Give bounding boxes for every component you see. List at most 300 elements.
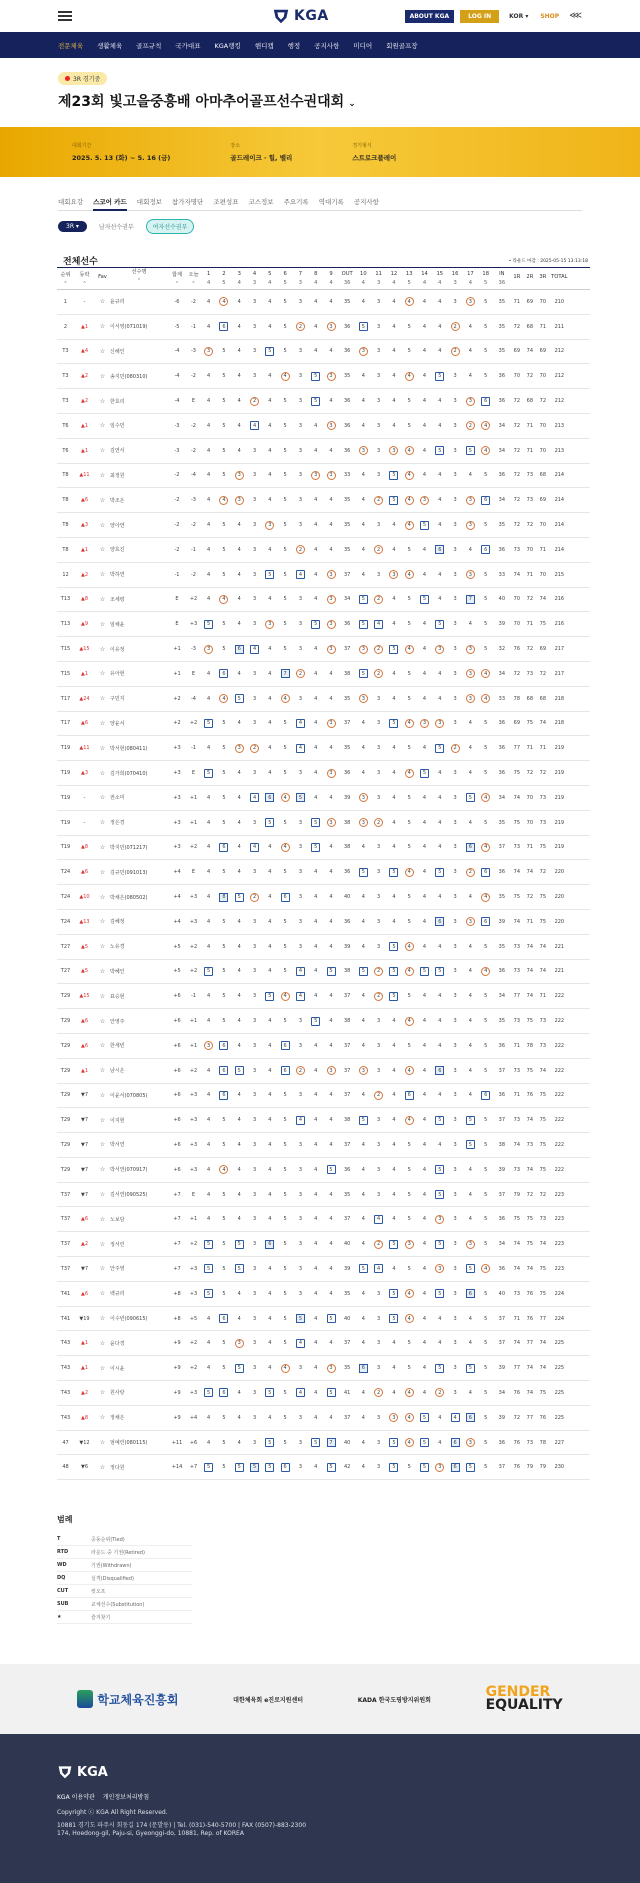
tab-women-division[interactable]: 여자선수권부 xyxy=(146,219,195,234)
total-strokes: 225 xyxy=(554,1365,565,1372)
player-name[interactable]: 박채은(080502) xyxy=(110,894,148,901)
player-name[interactable]: 윤다경 xyxy=(110,1340,125,1347)
score-mark: 4 xyxy=(405,967,414,976)
player-name[interactable]: 이윤서(070805) xyxy=(110,1092,148,1099)
sponsor-school-sports[interactable] xyxy=(77,1690,178,1708)
player-name[interactable]: 원사랑 xyxy=(110,1390,125,1397)
round2-score: 72 xyxy=(526,770,534,777)
score-mark: 3 xyxy=(377,943,381,950)
total-to-par: +3 xyxy=(173,819,181,826)
tab-item[interactable]: 대회정보 xyxy=(136,198,162,206)
move-cell: ▲10 xyxy=(79,894,90,901)
today-to-par: +1 xyxy=(189,819,198,826)
player-name[interactable]: 엄예린(080115) xyxy=(110,1440,148,1447)
player-name[interactable]: 김규민(091013) xyxy=(110,869,148,876)
player-name[interactable]: 박서연(070917) xyxy=(110,1167,148,1174)
subtotal-cell xyxy=(493,1091,510,1100)
player-name[interactable]: 정채은 xyxy=(110,1415,125,1422)
favorite-star-icon[interactable]: ☆ xyxy=(99,1364,106,1372)
hole-score-cell xyxy=(356,645,371,654)
player-name[interactable]: 남시온 xyxy=(110,1068,125,1075)
kga-logo[interactable] xyxy=(272,7,329,25)
header-r3 xyxy=(536,268,549,289)
favorite-star-icon[interactable]: ☆ xyxy=(99,298,106,306)
score-mark: 4 xyxy=(392,1141,396,1148)
favorite-star-icon[interactable]: ☆ xyxy=(99,1067,106,1075)
hole-score-cell xyxy=(356,793,371,802)
score-mark: 3 xyxy=(327,645,336,654)
score-mark: 5 xyxy=(389,992,398,1001)
score-mark: 4 xyxy=(392,546,396,553)
round1-score: 73 xyxy=(513,968,521,975)
score-mark: 4 xyxy=(329,695,333,702)
hole-score-cell xyxy=(216,397,231,406)
hole-score-cell xyxy=(371,818,386,827)
hole-score-cell xyxy=(402,496,417,505)
hole-score-cell xyxy=(201,347,216,356)
hole-score-cell xyxy=(356,1364,371,1373)
hole-score-cell xyxy=(323,620,338,629)
hole-score-cell xyxy=(293,917,308,926)
menu-icon[interactable] xyxy=(58,11,72,21)
share-icon[interactable]: ⋘ xyxy=(569,11,582,21)
hole-score-cell xyxy=(232,744,247,753)
favorite-star-icon[interactable]: ☆ xyxy=(99,695,106,703)
favorite-star-icon[interactable]: ☆ xyxy=(99,744,106,752)
score-mark: 6 xyxy=(359,1364,368,1373)
tab-item[interactable]: 역대기록 xyxy=(318,198,344,206)
player-name[interactable]: 박지민(071217) xyxy=(110,844,148,851)
player-name[interactable]: 이시윤 xyxy=(110,1365,125,1372)
header-label: Fav xyxy=(98,274,107,280)
hole-score-cell xyxy=(277,1438,292,1447)
legend-key: CUT xyxy=(57,1588,69,1594)
player-name[interactable]: 권소미 xyxy=(110,795,125,802)
nav-item[interactable]: 회원골프장 xyxy=(386,41,418,50)
score-mark: 4 xyxy=(422,1290,427,1297)
player-name[interactable]: 이지현 xyxy=(110,1117,125,1124)
favorite-star-icon[interactable]: ☆ xyxy=(99,521,106,529)
address-kr: 10881 경기도 파주시 회동길 174 (문발동) | Tel. (031)-540-5700 | FAX (0507)-883-2300 xyxy=(57,1822,307,1829)
player-name[interactable]: 임채윤 xyxy=(110,621,125,628)
player-name[interactable]: 노보담 xyxy=(110,1216,125,1223)
hole-score-cell xyxy=(417,769,432,778)
hole-score-cell xyxy=(371,1116,386,1125)
hole-score-cell xyxy=(232,521,247,530)
favorite-star-icon[interactable]: ☆ xyxy=(99,1042,106,1050)
score-mark: 4 xyxy=(207,472,211,479)
score-mark: 3 xyxy=(252,1191,257,1198)
hole-score-cell xyxy=(232,1240,247,1249)
tab-item[interactable]: 공지사항 xyxy=(353,198,379,206)
rank-cell: T24 xyxy=(60,869,71,876)
score-mark: 4 xyxy=(268,1340,272,1347)
hole-score-cell xyxy=(308,917,323,926)
favorite-star-icon[interactable]: ☆ xyxy=(99,893,106,901)
header-name[interactable] xyxy=(110,268,168,289)
subtotal-cell xyxy=(339,1413,356,1422)
hole-score-cell xyxy=(247,1240,262,1249)
hole-score-cell xyxy=(262,521,277,530)
player-name[interactable]: 이유정 xyxy=(110,646,125,653)
favorite-star-icon[interactable]: ☆ xyxy=(99,347,106,355)
nav-item[interactable]: 생활체육 xyxy=(97,41,123,50)
score-mark: 4 xyxy=(481,694,490,703)
score-mark: 35 xyxy=(343,1290,351,1297)
score-mark: 3 xyxy=(453,1117,457,1124)
score-mark: 4 xyxy=(268,546,272,553)
score-mark: 3 xyxy=(453,1092,457,1099)
subtotal-cell xyxy=(493,868,510,877)
rank-cell: T29 xyxy=(60,1067,71,1074)
player-name[interactable]: 박혜인 xyxy=(110,968,125,975)
round3-score: 72 xyxy=(539,770,547,777)
tab-item[interactable]: 주요기록 xyxy=(283,198,309,206)
favorite-star-icon[interactable]: ☆ xyxy=(99,1191,106,1199)
sponsor-kada[interactable]: KADA 한국도핑방지위원회 xyxy=(357,1696,431,1704)
round3-score: 75 xyxy=(539,1117,547,1124)
hole-score-cell xyxy=(447,744,462,753)
hole-score-cell xyxy=(356,694,371,703)
favorite-star-icon[interactable]: ☆ xyxy=(99,397,106,405)
favorite-star-icon[interactable]: ☆ xyxy=(99,819,106,827)
favorite-star-icon[interactable]: ☆ xyxy=(99,1166,106,1174)
favorite-star-icon[interactable]: ☆ xyxy=(99,471,106,479)
player-name[interactable]: 송지민(080310) xyxy=(110,373,148,380)
score-mark: 4 xyxy=(392,1042,396,1049)
header-sub: 4 xyxy=(206,280,211,286)
score-mark: 4 xyxy=(392,348,396,355)
player-name[interactable]: 박서연 xyxy=(110,1142,125,1149)
score-mark: 4 xyxy=(314,497,318,504)
hole-score-cell xyxy=(216,843,231,852)
player-name[interactable]: 안영주 xyxy=(110,1018,125,1025)
favorite-star-icon[interactable]: ☆ xyxy=(99,794,106,802)
hole-score-cell xyxy=(463,570,478,579)
table-row xyxy=(57,1406,590,1431)
favorite-star-icon[interactable]: ☆ xyxy=(99,719,106,727)
tab-item[interactable]: 코스정보 xyxy=(248,198,274,206)
player-name[interactable]: 김가희(070410) xyxy=(110,770,148,777)
score-mark: 5 xyxy=(311,372,320,381)
player-name[interactable]: 김서연(090525) xyxy=(110,1192,148,1199)
header-today[interactable] xyxy=(186,268,201,289)
hole-score-cell xyxy=(201,1165,216,1174)
score-mark: 3 xyxy=(377,1439,381,1446)
player-name[interactable]: 양윤서 xyxy=(110,720,125,727)
favorite-star-icon[interactable]: ☆ xyxy=(99,1265,106,1273)
total-strokes: 222 xyxy=(554,1117,565,1124)
favorite-star-icon[interactable]: ☆ xyxy=(99,1315,106,1323)
player-name[interactable]: 윤규리 xyxy=(110,299,125,306)
player-name[interactable]: 신해인 xyxy=(110,348,125,355)
hole-score-cell xyxy=(432,496,447,505)
player-name[interactable]: 이수빈(090615) xyxy=(110,1316,148,1323)
score-mark: 5 xyxy=(435,744,444,753)
header-label: 17 xyxy=(467,271,474,277)
total-strokes: 222 xyxy=(554,1067,565,1074)
hole-score-cell xyxy=(478,967,493,976)
score-mark: 3 xyxy=(377,844,381,851)
score-mark: 4 xyxy=(207,546,211,553)
subtotal-cell xyxy=(493,645,510,654)
sponsor-bar xyxy=(0,1664,640,1734)
hole-score-cell xyxy=(371,545,386,554)
player-name[interactable]: 최정원 xyxy=(110,472,125,479)
round3-score: 75 xyxy=(539,621,547,628)
header-sub: 4 xyxy=(392,280,396,286)
rank-cell: 12 xyxy=(62,571,69,578)
legend-row xyxy=(57,1559,192,1572)
score-mark: 3 xyxy=(466,570,475,579)
round3-score: 75 xyxy=(539,894,547,901)
score-mark: 2 xyxy=(374,1091,383,1100)
favorite-star-icon[interactable]: ☆ xyxy=(99,1414,106,1422)
score-mark: 4 xyxy=(392,621,396,628)
player-name[interactable]: 유아현 xyxy=(110,671,125,678)
player-name[interactable]: 박하연 xyxy=(110,572,125,579)
player-name[interactable]: 백규리 xyxy=(110,1291,125,1298)
nav-item[interactable]: 공지사항 xyxy=(314,41,340,50)
nav-item[interactable]: 전문체육 xyxy=(58,41,84,50)
hole-score-cell xyxy=(371,1215,386,1224)
score-mark: 4 xyxy=(405,719,414,728)
score-mark: 4 xyxy=(329,1117,333,1124)
chevron-down-icon[interactable]: ⌄ xyxy=(348,99,356,109)
favorite-star-icon[interactable]: ☆ xyxy=(99,1339,106,1347)
player-name[interactable]: 조세령 xyxy=(110,596,125,603)
player-name[interactable]: 정서린 xyxy=(110,1241,125,1248)
player-name[interactable]: 양효진 xyxy=(110,547,125,554)
login-button[interactable]: LOG IN xyxy=(460,10,499,23)
terms-link[interactable]: KGA 이용약관 xyxy=(57,1794,95,1801)
move-cell: ▼19 xyxy=(79,1315,90,1322)
score-mark: 4 xyxy=(207,869,211,876)
shop-link[interactable]: SHOP xyxy=(540,12,560,20)
header-rank[interactable] xyxy=(57,268,74,289)
score-mark: 38 xyxy=(343,1117,351,1124)
favorite-star-icon[interactable]: ☆ xyxy=(99,372,106,380)
score-mark: 3 xyxy=(298,695,303,702)
header-fav xyxy=(95,268,110,289)
player-name[interactable]: 김혜정 xyxy=(110,919,125,926)
player-name[interactable]: 한효리 xyxy=(110,398,125,405)
favorite-star-icon[interactable]: ☆ xyxy=(99,1116,106,1124)
privacy-link[interactable]: 개인정보처리방침 xyxy=(102,1794,150,1801)
nav-item[interactable]: 미디어 xyxy=(353,41,373,50)
favorite-star-icon[interactable]: ☆ xyxy=(99,1141,106,1149)
hole-score-cell xyxy=(417,397,432,406)
favorite-star-icon[interactable]: ☆ xyxy=(99,1439,106,1447)
score-mark: 4 xyxy=(268,695,272,702)
move-cell: ▲3 xyxy=(80,770,89,777)
favorite-star-icon[interactable]: ☆ xyxy=(99,992,106,1000)
favorite-star-icon[interactable]: ☆ xyxy=(99,943,106,951)
hole-score-cell xyxy=(308,521,323,530)
favorite-star-icon[interactable]: ☆ xyxy=(99,496,106,504)
hole-score-cell xyxy=(293,843,308,852)
score-mark: 6 xyxy=(481,1091,490,1100)
player-name[interactable]: 표승현 xyxy=(110,993,125,1000)
header-sub: 4 xyxy=(237,280,241,286)
hole-score-cell xyxy=(262,1438,277,1447)
round3-score: 74 xyxy=(539,1241,547,1248)
player-name[interactable]: 박조은 xyxy=(110,497,125,504)
nav-item[interactable]: 행정 xyxy=(287,41,301,50)
page-title[interactable] xyxy=(58,91,640,111)
favorite-star-icon[interactable]: ☆ xyxy=(99,645,106,653)
player-name[interactable]: 정다원 xyxy=(110,1464,125,1471)
subtotal-cell xyxy=(339,446,356,455)
tab-item[interactable]: 참가자명단 xyxy=(171,198,204,206)
score-mark: 5 xyxy=(265,818,274,827)
sponsor-kspo[interactable]: 대한체육회 e진로지원센터 xyxy=(233,1696,304,1704)
favorite-star-icon[interactable]: ☆ xyxy=(99,595,106,603)
total-strokes: 224 xyxy=(554,1315,565,1322)
hole-score-cell xyxy=(323,744,338,753)
hole-score-cell xyxy=(262,446,277,455)
favorite-star-icon[interactable]: ☆ xyxy=(99,1215,106,1223)
score-mark: 5 xyxy=(222,745,226,752)
tab-item[interactable]: 대회요강 xyxy=(58,198,84,206)
favorite-star-icon[interactable]: ☆ xyxy=(99,447,106,455)
hole-score-cell xyxy=(216,521,231,530)
score-mark: 4 xyxy=(268,1042,272,1049)
hole-score-cell xyxy=(201,967,216,976)
round-select[interactable]: 3R ▾ xyxy=(58,221,87,232)
score-mark: 5 xyxy=(296,793,305,802)
hole-score-cell xyxy=(232,421,247,430)
move-cell: ▲1 xyxy=(80,1067,89,1074)
player-name[interactable]: 박서현(080411) xyxy=(110,745,148,752)
hole-score-cell xyxy=(216,1388,231,1397)
hole-score-cell xyxy=(447,1017,462,1026)
favorite-star-icon[interactable]: ☆ xyxy=(99,967,106,975)
player-name[interactable]: 임수민 xyxy=(110,423,125,430)
score-mark: 37 xyxy=(343,1340,351,1347)
hole-score-cell xyxy=(232,496,247,505)
nav-item[interactable]: 골프규칙 xyxy=(136,41,162,50)
favorite-star-icon[interactable]: ☆ xyxy=(99,670,106,678)
nav-item[interactable]: KGA랭킹 xyxy=(214,41,241,50)
hole-score-cell xyxy=(262,669,277,678)
player-name[interactable]: 양아연 xyxy=(110,522,125,529)
total-strokes: 220 xyxy=(554,869,565,876)
hole-score-cell xyxy=(402,1364,417,1373)
hole-score-cell xyxy=(356,1264,371,1273)
score-mark: 5 xyxy=(484,720,488,727)
favorite-star-icon[interactable]: ☆ xyxy=(99,546,106,554)
score-mark: 4 xyxy=(422,1241,427,1248)
score-mark: 3 xyxy=(377,422,381,429)
score-mark: 5 xyxy=(222,1117,226,1124)
about-kga-button[interactable]: ABOUT KGA xyxy=(405,10,455,23)
total-strokes: 222 xyxy=(554,1042,565,1049)
score-mark: 3 xyxy=(377,1141,381,1148)
player-name[interactable]: 정은경 xyxy=(110,820,125,827)
score-mark: 5 xyxy=(407,1166,411,1173)
favorite-star-icon[interactable]: ☆ xyxy=(99,843,106,851)
round1-score: 75 xyxy=(513,1216,521,1223)
score-mark: 3 xyxy=(453,1042,457,1049)
header-total[interactable] xyxy=(168,268,186,289)
favorite-star-icon[interactable]: ☆ xyxy=(99,868,106,876)
hole-score-cell xyxy=(201,769,216,778)
tab-men-division[interactable]: 남자선수권부 xyxy=(98,224,134,231)
header-move[interactable] xyxy=(74,268,95,289)
favorite-star-icon[interactable]: ☆ xyxy=(99,620,106,628)
tab-item[interactable]: 조편성표 xyxy=(213,198,239,206)
score-mark: 4 xyxy=(468,1191,472,1198)
move-cell: ▲1 xyxy=(80,323,89,330)
favorite-star-icon[interactable]: ☆ xyxy=(99,1290,106,1298)
favorite-star-icon[interactable]: ☆ xyxy=(99,769,106,777)
score-mark: 40 xyxy=(343,894,351,901)
player-name[interactable]: 이서영(071019) xyxy=(110,324,148,331)
hole-score-cell xyxy=(201,1116,216,1125)
total-to-par: +1 xyxy=(173,670,181,677)
score-mark: 5 xyxy=(222,1018,226,1024)
favorite-star-icon[interactable]: ☆ xyxy=(99,422,106,430)
player-name[interactable]: 한세빈 xyxy=(110,1043,125,1050)
player-name[interactable]: 노유경 xyxy=(110,944,125,951)
rank-cell: T41 xyxy=(60,1290,71,1297)
today-to-par: +3 xyxy=(189,894,198,901)
favorite-star-icon[interactable]: ☆ xyxy=(99,1240,106,1248)
favorite-star-icon[interactable]: ☆ xyxy=(99,918,106,926)
favorite-star-icon[interactable]: ☆ xyxy=(99,1017,106,1025)
score-mark: 4 xyxy=(422,348,427,355)
score-mark: 4 xyxy=(392,323,396,330)
sponsor-gender-equality[interactable] xyxy=(486,1686,563,1712)
favorite-star-icon[interactable]: ☆ xyxy=(99,1389,106,1397)
nav-item[interactable]: 국가대표 xyxy=(175,41,201,50)
round1-score: 72 xyxy=(513,670,521,677)
round3-score: 71 xyxy=(539,745,547,752)
score-mark: 4 xyxy=(281,992,290,1001)
score-mark: 6 xyxy=(219,1091,228,1100)
hole-score-cell xyxy=(216,1140,231,1149)
score-mark: 5 xyxy=(283,596,287,603)
favorite-star-icon[interactable]: ☆ xyxy=(99,571,106,579)
player-name[interactable]: 김연서 xyxy=(110,448,125,455)
score-mark: 6 xyxy=(481,397,490,406)
score-mark: 4 xyxy=(374,620,383,629)
score-mark: 4 xyxy=(481,893,490,902)
favorite-star-icon[interactable]: ☆ xyxy=(99,323,106,331)
nav-item[interactable]: 핸디캡 xyxy=(254,41,274,50)
score-mark: 4 xyxy=(361,1241,365,1248)
score-mark: 5 xyxy=(466,1140,475,1149)
score-mark: 3 xyxy=(377,522,381,529)
favorite-star-icon[interactable]: ☆ xyxy=(99,1463,106,1471)
round3-score: 73 xyxy=(539,1216,547,1223)
score-mark: 3 xyxy=(420,719,429,728)
score-mark: 4 xyxy=(314,745,318,752)
score-mark: 4 xyxy=(329,447,333,454)
hole-score-cell xyxy=(293,1364,308,1373)
player-name[interactable]: 구민지 xyxy=(110,696,125,703)
round2-score: 69 xyxy=(526,298,534,305)
today-to-par: +2 xyxy=(189,1241,198,1248)
move-cell: ▲6 xyxy=(80,1042,89,1049)
player-name[interactable]: 안주영 xyxy=(110,1266,125,1273)
language-select[interactable]: KOR ▾ xyxy=(509,12,529,20)
hole-score-cell xyxy=(386,868,401,877)
favorite-star-icon[interactable]: ☆ xyxy=(99,1091,106,1099)
tab-item[interactable]: 스코어 카드 xyxy=(93,197,127,211)
hole-score-cell xyxy=(293,1264,308,1273)
